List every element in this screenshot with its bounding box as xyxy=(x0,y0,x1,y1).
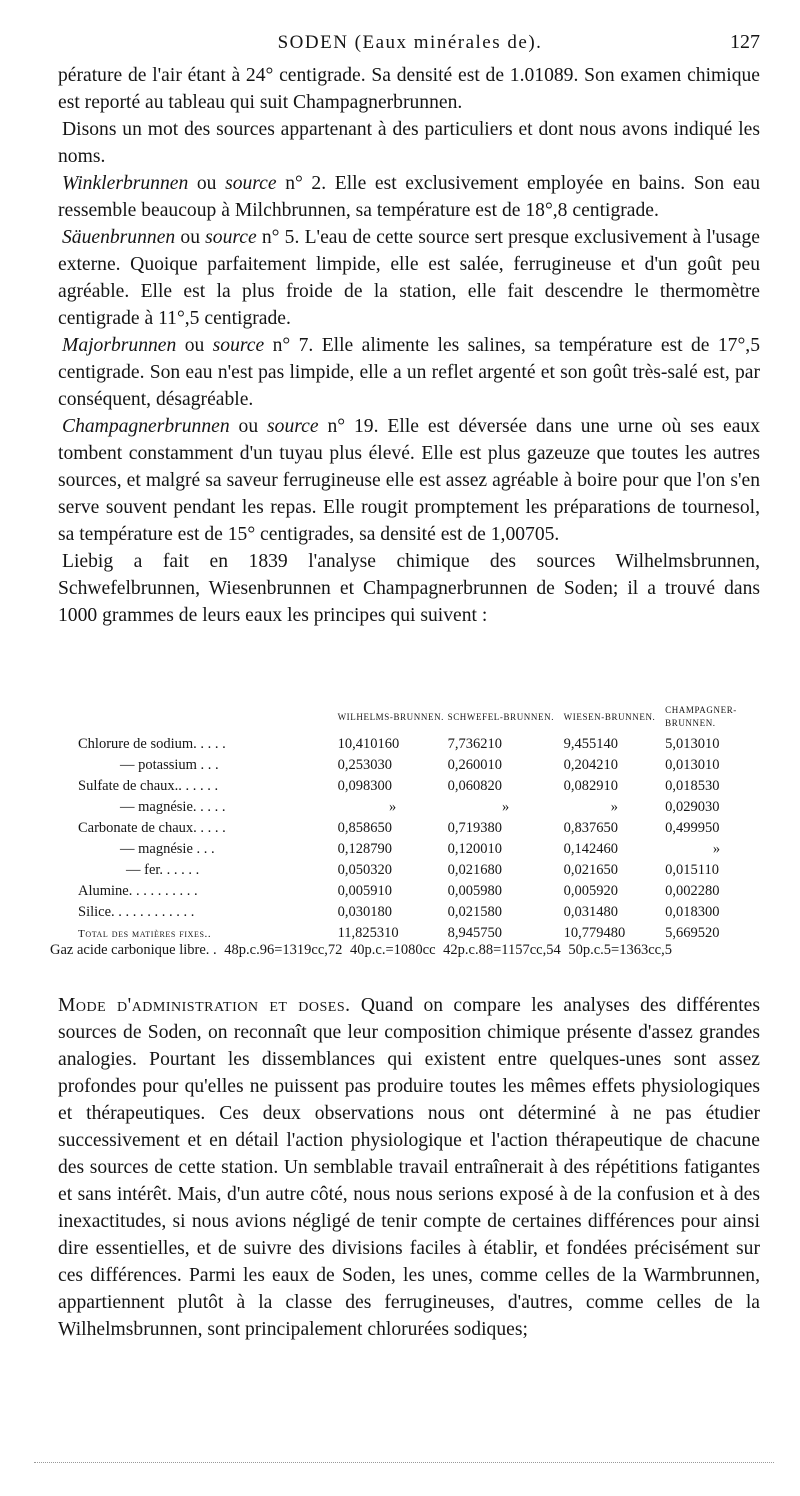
source-number: n° 19. xyxy=(327,416,379,437)
cell-value: 0,015110 xyxy=(665,862,719,878)
paragraph-mode xyxy=(58,992,760,1343)
total-value: 11,825310 xyxy=(337,925,399,941)
source-number: n° 5. xyxy=(261,227,300,248)
source-ou: ou xyxy=(238,416,259,437)
total-value: 10,779480 xyxy=(563,925,626,941)
gas-value: 48p.c.96=1319cc,72 xyxy=(224,942,343,958)
table-row xyxy=(78,755,768,776)
cell-value: 0,018300 xyxy=(665,904,720,920)
table-row xyxy=(78,797,768,818)
cell-value: 0,021580 xyxy=(447,904,502,920)
source-name: Winklerbrunnen xyxy=(62,173,189,194)
table-row xyxy=(78,860,768,881)
cell-value: 0,858650 xyxy=(337,820,392,836)
cell-value: 0,719380 xyxy=(447,820,502,836)
source-ou: ou xyxy=(184,335,205,356)
row-label: Chlorure de sodium. . . . . xyxy=(78,736,226,752)
row-label: — potassium . . . xyxy=(120,757,219,773)
source-text: L'eau de cette source sert presque exclusivement à l'usage externe. Quoique parfaitement limpide, elle est salée, ferrugineuse et d'un goût peu agréable. Elle est la plus froide de la station, elle fait descendre le thermomètre centigrade à 11°,5 centigrade. xyxy=(58,227,760,329)
cell-value: 0,031480 xyxy=(563,904,619,920)
cell-value: 9,455140 xyxy=(563,736,619,752)
cell-value: 10,410160 xyxy=(337,736,400,752)
cell-value: 0,082910 xyxy=(563,778,619,794)
cell-value: 0,499950 xyxy=(665,820,720,836)
cell-value: 0,837650 xyxy=(563,820,619,836)
paragraph-continuation: pérature de l'air étant à 24° centigrade. Sa densité est de 1.01089. Son examen chimique est reporté au tableau qui suit Champagnerbrunnen. xyxy=(58,65,760,113)
source-ou: ou xyxy=(196,173,217,194)
paragraph-source-sauen xyxy=(58,224,760,332)
table-header-wilhelms: WILHELMS-BRUNNEN. xyxy=(337,711,445,722)
running-title: SODEN (Eaux minérales de). xyxy=(277,32,543,53)
section-text: Quand on compare les analyses des différentes sources de Soden, on reconnaît que leur composition chimique présente d'assez grandes analogies. Pourtant les dissemblances qui existent entre quelques-unes sont assez profondes pour qu'elles ne puissent pas produire toutes les mêmes effets physiologiques et thérapeutiques. Ces deux observations nous ont déterminé à ne pas étudier successivement et en détail l'action physiologique et l'action thérapeutique de chacune des sources de cette station. Un semblable travail entraînerait à des répétitions fatigantes et sans intérêt. Mais, d'un autre côté, nous nous serions exposé à de la confusion et à des inexactitudes, si nous avions négligé de tenir compte de certaines différences pour ainsi dire essentielles, et de suivre des divisions faciles à établir, et fondées précisément sur ces différences. Parmi les eaux de Soden, les unes, comme celles de la Warmbrunnen, appartiennent plutôt à la classe des ferrugineuses, d'autres, comme celles de la Wilhelmsbrunnen, sont principalement chlorurées sodiques; xyxy=(58,995,760,1340)
source-name: Säuenbrunnen xyxy=(62,227,176,248)
page-number: 127 xyxy=(730,31,760,53)
source-ou: ou xyxy=(180,227,200,248)
table-body xyxy=(78,734,768,923)
table-header-wiesen: WIESEN-BRUNNEN. xyxy=(563,711,656,722)
analysis-table xyxy=(78,700,768,944)
total-value: 5,669520 xyxy=(665,925,720,941)
cell-value: 0,253030 xyxy=(337,757,392,773)
table-header-row xyxy=(78,700,768,734)
cell-value: 0,260010 xyxy=(447,757,502,773)
cell-value: 7,736210 xyxy=(447,736,502,752)
cell-value: 0,005910 xyxy=(337,883,392,899)
cell-value: 0,142460 xyxy=(563,841,619,857)
source-name: Majorbrunnen xyxy=(62,335,177,356)
table-row xyxy=(78,734,768,755)
paragraph-source-major xyxy=(58,332,760,413)
cell-value: 0,018530 xyxy=(665,778,720,794)
cell-value: 0,013010 xyxy=(665,757,720,773)
cell-value: 0,021650 xyxy=(563,862,619,878)
gas-value: 40p.c.=1080cc xyxy=(350,942,436,958)
table-row xyxy=(78,776,768,797)
source-name: Champagnerbrunnen xyxy=(62,416,230,437)
cell-value: » xyxy=(388,799,397,815)
cell-value: 0,128790 xyxy=(337,841,392,857)
cell-value: 0,098300 xyxy=(337,778,392,794)
table-row xyxy=(78,839,768,860)
cell-value: 0,120010 xyxy=(447,841,502,857)
page-header xyxy=(60,28,760,58)
total-label: Total des matières fixes.. xyxy=(78,927,212,940)
footer-rule xyxy=(34,1462,774,1463)
row-label: — fer. . . . . . xyxy=(126,862,200,878)
body-text-top xyxy=(58,62,760,629)
row-label: Carbonate de chaux. . . . . xyxy=(78,820,226,836)
total-value: 8,945750 xyxy=(447,925,502,941)
table-row xyxy=(78,881,768,902)
row-label: Silice. . . . . . . . . . . . xyxy=(78,904,195,920)
cell-value: » xyxy=(712,841,721,857)
cell-value: 5,013010 xyxy=(665,736,720,752)
cell-value: 0,029030 xyxy=(665,799,720,815)
cell-value: 0,030180 xyxy=(337,904,392,920)
row-label: Sulfate de chaux.. . . . . . xyxy=(78,778,219,794)
cell-value: 0,050320 xyxy=(337,862,392,878)
source-text: Elle est exclusivement employée en bains. Son eau ressemble beaucoup à Milchbrunnen, sa température est de 18°,8 centigrade. xyxy=(58,173,761,221)
body-text-mode xyxy=(58,992,760,1343)
paragraph-source-champagner xyxy=(58,413,760,548)
source-label: source xyxy=(212,335,265,356)
source-number: n° 7. xyxy=(272,335,314,356)
table-row xyxy=(78,902,768,923)
paragraph-intro-sources: Disons un mot des sources appartenant à des particuliers et dont nous avons indiqué les noms. xyxy=(58,119,760,167)
cell-value: 0,005920 xyxy=(563,883,619,899)
table-row xyxy=(78,818,768,839)
cell-value: 0,021680 xyxy=(447,862,502,878)
source-label: source xyxy=(205,227,257,248)
paragraph-source-winkler xyxy=(58,170,760,224)
source-number: n° 2. xyxy=(285,173,327,194)
table-header-champagner: CHAMPAGNER-BRUNNEN. xyxy=(665,705,737,728)
cell-value: 0,002280 xyxy=(665,883,720,899)
gas-label: Gaz acide carbonique libre. . xyxy=(50,942,217,958)
cell-value: » xyxy=(610,799,619,815)
source-text: Elle alimente les salines, sa température est de 17°,5 centigrade. Son eau n'est pas limpide, elle a un reflet argenté et son goût très-salé est, par conséquent, désagréable. xyxy=(58,335,760,410)
row-label: — magnésie. . . . . xyxy=(120,799,226,815)
row-label: Alumine. . . . . . . . . . xyxy=(78,883,198,899)
source-text: Elle est déversée dans une urne où ses eaux tombent constamment d'un tuyau plus élevé. Elle est plus gazeuze que toutes les autres sources, et malgré sa saveur ferrugineuse elle est assez agréable à boire pour que l'on s'en serve souvent pendant les repas. Elle rougit promptement les préparations de tournesol, sa température est de 15° centigrades, sa densité est de 1,00705. xyxy=(58,416,760,545)
table-header-label xyxy=(78,700,338,734)
gas-value: 50p.c.5=1363cc,5 xyxy=(568,942,672,958)
source-label: source xyxy=(267,416,319,437)
table-header-schwefel: SCHWEFEL-BRUNNEN. xyxy=(447,711,555,722)
gas-value: 42p.c.88=1157cc,54 xyxy=(443,942,561,958)
row-label: — magnésie . . . xyxy=(120,841,215,857)
cell-value: 0,005980 xyxy=(447,883,502,899)
paragraph-liebig: Liebig a fait en 1839 l'analyse chimique des sources Wilhelmsbrunnen, Schwefelbrunnen, Wiesenbrunnen et Champagnerbrunnen de Soden; il a trouvé dans 1000 grammes de leurs eaux les principes qui suivent : xyxy=(58,551,760,626)
cell-value: » xyxy=(502,799,510,815)
cell-value: 0,060820 xyxy=(447,778,502,794)
table-total-row xyxy=(78,923,768,944)
cell-value: 0,204210 xyxy=(563,757,619,773)
section-heading: Mode d'administration et doses. xyxy=(58,995,351,1016)
gas-row xyxy=(50,942,770,959)
source-label: source xyxy=(225,173,277,194)
